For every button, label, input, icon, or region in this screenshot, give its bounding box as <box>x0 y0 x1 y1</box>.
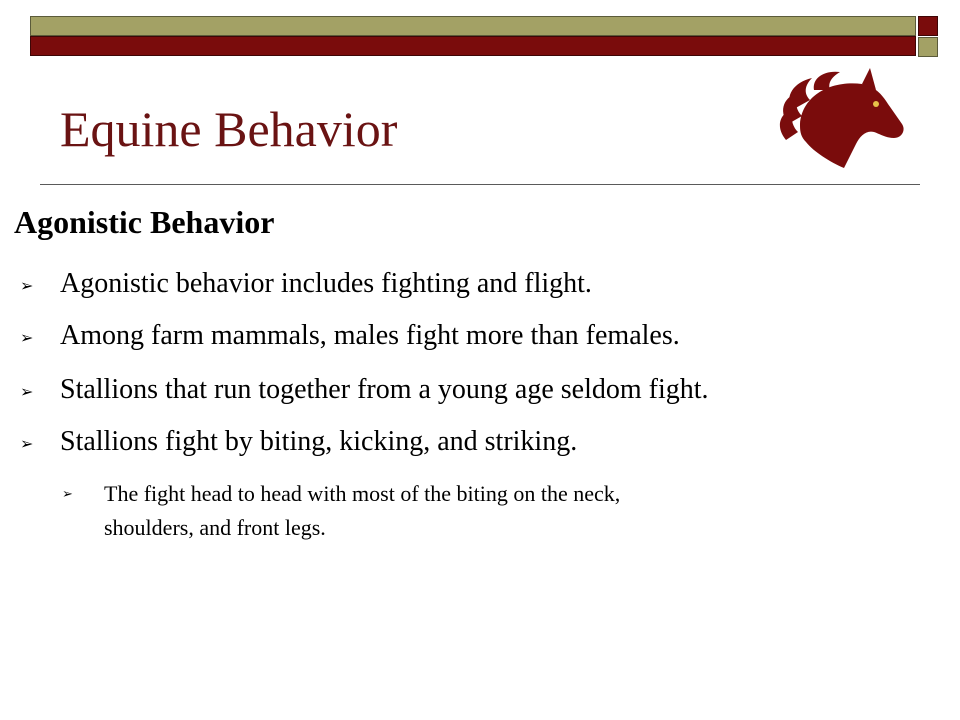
slide-title: Equine Behavior <box>60 101 398 157</box>
arrowhead-bullet-icon: ➢ <box>20 330 34 347</box>
corner-square-maroon <box>918 16 938 36</box>
horse-head-logo <box>770 66 910 176</box>
arrowhead-bullet-icon: ➢ <box>20 278 34 295</box>
sub-bullet-line-1: The fight head to head with most of the biting on the neck, <box>104 481 621 506</box>
list-item <box>0 372 960 412</box>
top-bar-olive-stripe <box>30 16 916 36</box>
bullet-text: Among farm mammals, males fight more than females. <box>60 320 680 351</box>
top-decorative-bar <box>30 16 916 56</box>
arrowhead-bullet-icon: ➢ <box>20 436 34 453</box>
list-item <box>0 318 960 358</box>
bullet-text: Agonistic behavior includes fighting and flight. <box>60 268 592 299</box>
corner-square-olive <box>918 37 938 57</box>
arrowhead-bullet-icon: ➢ <box>62 486 73 501</box>
sub-list-item <box>0 480 960 550</box>
title-divider <box>40 184 920 185</box>
bullet-text: Stallions that run together from a young age seldom fight. <box>60 374 709 405</box>
arrowhead-bullet-icon: ➢ <box>20 384 34 401</box>
section-heading: Agonistic Behavior <box>14 204 275 240</box>
list-item <box>0 266 960 306</box>
sub-bullet-line-2: shoulders, and front legs. <box>104 515 326 540</box>
bullet-text: Stallions fight by biting, kicking, and striking. <box>60 426 578 457</box>
list-item <box>0 424 960 464</box>
top-bar-maroon-stripe <box>30 36 916 56</box>
